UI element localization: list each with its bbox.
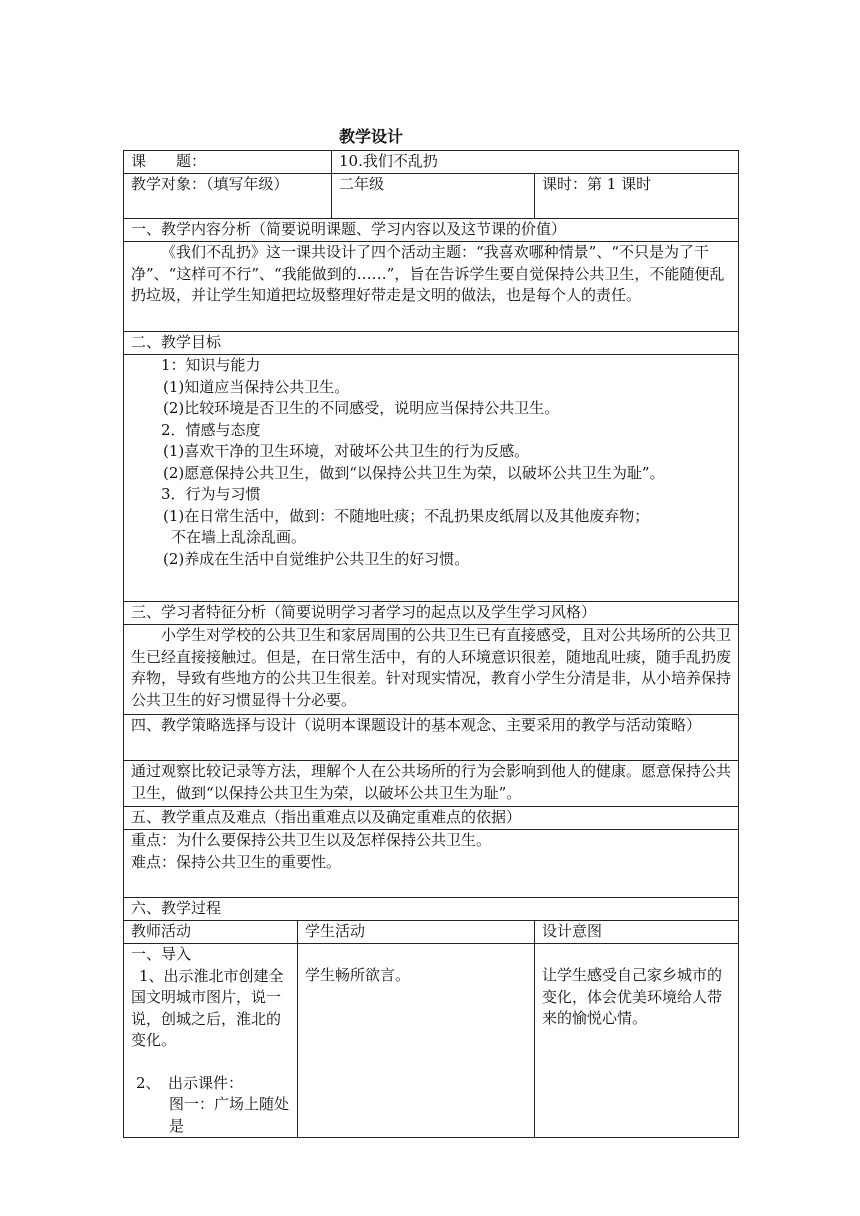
key-point: 重点：为什么要保持公共卫生以及怎样保持公共卫生。 (131, 831, 492, 849)
topic-row (124, 151, 739, 174)
period-value: 课时：第 1 课时 (535, 174, 739, 219)
process-header-row (124, 921, 739, 944)
process-row (124, 944, 739, 1138)
goal-item: (2)愿意保持公共卫生，做到“以保持公共卫生为荣，以破坏公共卫生为耻”。 (163, 463, 665, 482)
teacher-activity-cell (124, 944, 298, 1138)
col-design-intent: 设计意图 (535, 921, 739, 944)
section-heading-learner-analysis: 三、学习者特征分析（简要说明学习者学习的起点以及学生学习风格） (124, 602, 739, 625)
goal-item: (2)养成在生活中自觉维护公共卫生的好习惯。 (163, 549, 470, 568)
goal-category: 3．行为与习惯 (161, 485, 261, 503)
learner-analysis-text: 小学生对学校的公共卫生和家居周围的公共卫生已有直接感受，且对公共场所的公共卫生已经直接接触过。但是，在日常生活中，有的人环境意识很差，随地乱吐痰，随手乱扔废弃物，导致有些地方的公共卫生很差。针对现实情况，教育小学生分清是非，从小培养保持公共卫生的好习惯显得十分必要。 (131, 626, 732, 709)
audience-label: 教学对象：（填写年级） (124, 174, 332, 219)
section-heading-key-points: 五、教学重点及难点（指出重难点以及确定重难点的依据） (124, 807, 739, 830)
audience-value: 二年级 (332, 174, 535, 219)
col-student-activity: 学生活动 (298, 921, 535, 944)
lesson-plan-table (123, 150, 739, 1138)
key-points-body (124, 830, 739, 898)
goal-item: (1)喜欢干净的卫生环境，对破坏公共卫生的行为反感。 (163, 442, 530, 460)
goals-body (124, 355, 739, 602)
section-heading-goals: 二、教学目标 (124, 332, 739, 355)
topic-label: 课 题： (124, 151, 332, 174)
goal-category: 2．情感与态度 (161, 420, 261, 439)
teacher-step-3: 图一：广场上随处是 (169, 1095, 290, 1135)
content-analysis-body (124, 242, 739, 332)
col-teacher-activity: 教师活动 (124, 921, 298, 944)
page-title: 教学设计 (338, 127, 403, 146)
student-activity-cell: 学生畅所欲言。 (298, 944, 535, 1138)
goal-item: 不在墙上乱涂乱画。 (171, 528, 307, 546)
goal-category: 1：知识与能力 (161, 356, 261, 374)
intro-heading: 一、导入 (131, 945, 192, 963)
topic-value: 10.我们不乱扔 (332, 151, 739, 174)
strategy-body: 通过观察比较记录等方法，理解个人在公共场所的行为会影响到他人的健康。愿意保持公共卫生，做到“以保持公共卫生为荣，以破坏公共卫生为耻”。 (124, 761, 739, 807)
learner-analysis-body (124, 625, 739, 715)
audience-row (124, 174, 739, 219)
teacher-step-1: 1、出示淮北市创建全国文明城市图片，说一说，创城之后，淮北的变化。 (131, 966, 284, 1049)
section-heading-strategy: 四、教学策略选择与设计（说明本课题设计的基本观念、主要采用的教学与活动策略） (124, 715, 739, 761)
teacher-step-2: 2、 出示课件： (136, 1073, 244, 1092)
goal-item: (2)比较环境是否卫生的不同感受，说明应当保持公共卫生。 (163, 399, 560, 417)
section-heading-content-analysis: 一、教学内容分析（简要说明课题、学习内容以及这节课的价值） (124, 219, 739, 242)
design-intent-cell: 让学生感受自己家乡城市的变化，体会优美环境给人带来的愉悦心情。 (535, 944, 739, 1138)
content-analysis-text: 《我们不乱扔》这一课共设计了四个活动主题：“我喜欢哪种情景”、“不只是为了干净”、“这样可不行”、“我能做到的……”，旨在告诉学生要自觉保持公共卫生，不能随便乱扔垃圾，并让学生知道把垃圾整理好带走是文明的做法，也是每个人的责任。 (131, 243, 725, 304)
goal-item: (1)在日常生活中，做到：不随地吐痰；不乱扔果皮纸屑以及其他废弃物； (163, 506, 650, 525)
difficult-point: 难点：保持公共卫生的重要性。 (131, 852, 342, 871)
goal-item: (1)知道应当保持公共卫生。 (163, 377, 350, 396)
section-heading-process: 六、教学过程 (124, 898, 739, 921)
